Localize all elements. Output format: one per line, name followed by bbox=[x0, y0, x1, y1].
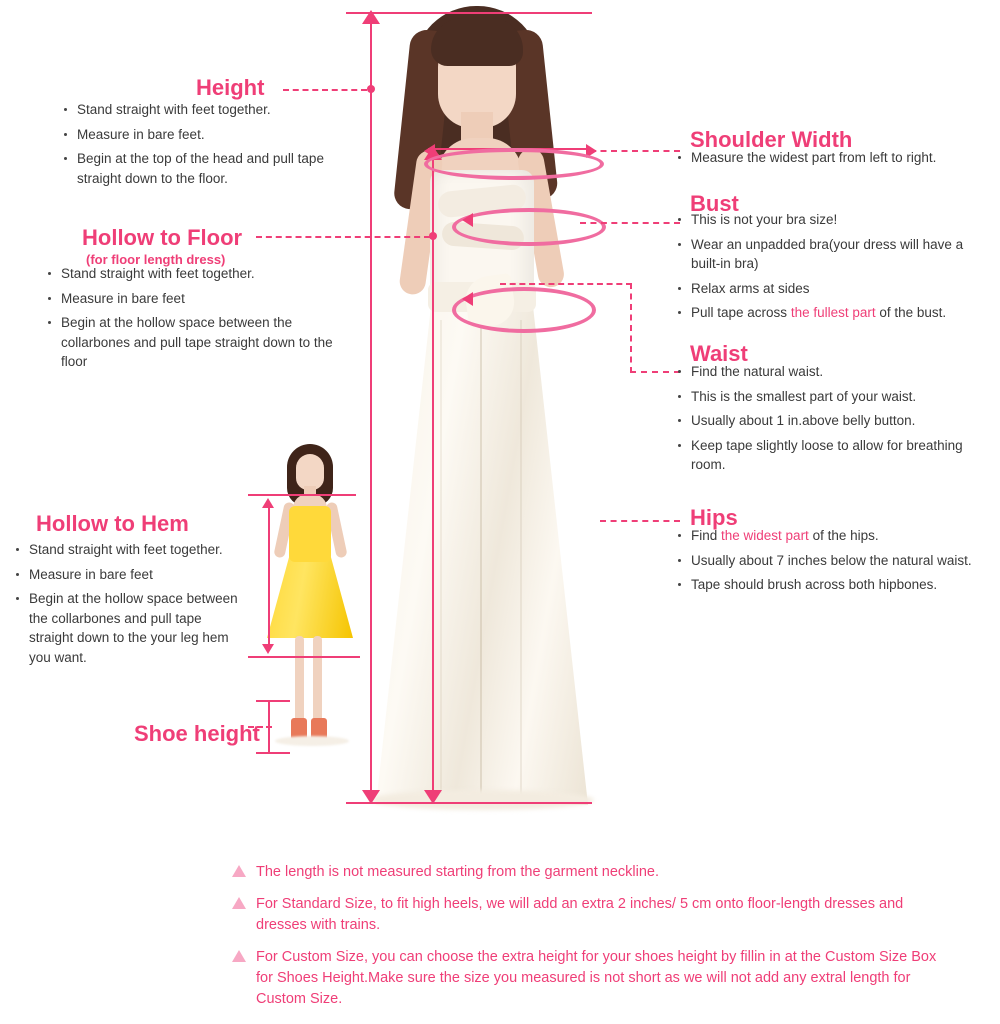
height-heading: Height bbox=[196, 75, 265, 100]
shoulder-width-bullets bbox=[676, 148, 996, 173]
list-item: Stand straight with feet together. bbox=[46, 264, 336, 284]
note-item bbox=[232, 862, 952, 883]
list-item: Usually about 1 in.above belly button. bbox=[676, 411, 996, 431]
small-face-shape bbox=[296, 454, 324, 490]
bust-bullets bbox=[676, 210, 996, 328]
hollow-to-hem-top-tick bbox=[248, 494, 356, 496]
height-leader-line bbox=[283, 89, 367, 91]
waist-tape-band bbox=[452, 287, 596, 333]
hollow-to-floor-arrow-down bbox=[424, 790, 442, 804]
small-right-leg-shape bbox=[313, 636, 322, 724]
bust-pull-highlight: the fullest part bbox=[790, 305, 876, 321]
hollow-to-hem-heading: Hollow to Hem bbox=[36, 511, 189, 536]
hollow-to-hem-bullets bbox=[14, 540, 246, 672]
footer-notes bbox=[232, 862, 952, 1021]
bust-leader-line bbox=[580, 222, 680, 224]
skirt-fold-line bbox=[520, 320, 522, 800]
list-item: Find the natural waist. bbox=[676, 362, 996, 382]
list-item: Measure in bare feet bbox=[14, 565, 246, 585]
shoe-height-bottom-tick bbox=[256, 752, 290, 754]
note-item bbox=[232, 947, 952, 1010]
bride-figure-illustration bbox=[330, 0, 630, 815]
yellow-bodice-shape bbox=[289, 506, 331, 562]
list-item: This is not your bra size! bbox=[676, 210, 996, 230]
hollow-to-floor-bullets bbox=[46, 264, 336, 377]
hollow-to-floor-subheading: (for floor length dress) bbox=[86, 252, 226, 268]
shoe-height-heading: Shoe height bbox=[134, 721, 260, 746]
hips-find-highlight: the widest part bbox=[721, 528, 809, 543]
height-arrow-down bbox=[362, 790, 380, 804]
small-left-leg-shape bbox=[295, 636, 304, 724]
shoulder-leader-line bbox=[590, 150, 680, 152]
yellow-skirt-shape bbox=[267, 556, 353, 638]
note-text: For Custom Size, you can choose the extra height for your shoes height by fillin in at the Custom Size Box for Shoes Height.Make sure the size you measured is not short as we will not add any extral length for Custom Size. bbox=[256, 949, 937, 1008]
note-text: The length is not measured starting from the garment neckline. bbox=[256, 864, 659, 880]
bust-heading: Bust bbox=[690, 191, 739, 216]
hips-heading: Hips bbox=[690, 505, 738, 530]
waist-leader-line-h2 bbox=[630, 371, 680, 373]
note-item bbox=[232, 894, 952, 936]
height-arrow-up bbox=[362, 10, 380, 24]
warning-triangle-icon bbox=[232, 897, 246, 909]
bust-arrow-left bbox=[462, 213, 473, 227]
list-item: Begin at the hollow space between the collarbones and pull tape straight down to the floor bbox=[46, 313, 336, 372]
list-item: Usually about 7 inches below the natural waist. bbox=[676, 551, 996, 571]
warning-triangle-icon bbox=[232, 865, 246, 877]
list-item: Measure in bare feet. bbox=[62, 125, 352, 145]
list-item: Wear an unpadded bra(your dress will have a built-in bra) bbox=[676, 235, 996, 274]
list-item: Stand straight with feet together. bbox=[62, 100, 352, 120]
hips-leader-line bbox=[600, 520, 680, 522]
hollow-to-hem-measure-line bbox=[268, 502, 270, 648]
hips-find-suffix: of the hips. bbox=[808, 528, 879, 543]
hips-bullets bbox=[676, 526, 996, 600]
waist-leader-line-h bbox=[500, 283, 632, 285]
bust-tape-band bbox=[452, 208, 606, 246]
waist-arrow-left bbox=[462, 292, 473, 306]
list-item: Tape should brush across both hipbones. bbox=[676, 575, 996, 595]
waist-bullets bbox=[676, 362, 996, 480]
height-top-tick bbox=[346, 12, 592, 14]
list-item: Keep tape slightly loose to allow for breathing room. bbox=[676, 436, 996, 475]
height-bottom-tick bbox=[346, 802, 592, 804]
hollow-to-floor-measure-line bbox=[432, 152, 434, 796]
floor-shadow bbox=[370, 790, 594, 810]
height-measure-line bbox=[370, 22, 372, 792]
shoulder-tape-band bbox=[424, 148, 604, 180]
list-item: Begin at the top of the head and pull tape straight down to the floor. bbox=[62, 149, 352, 188]
short-dress-figure-illustration bbox=[255, 440, 365, 760]
list-item: Stand straight with feet together. bbox=[14, 540, 246, 560]
warning-triangle-icon bbox=[232, 950, 246, 962]
shoulder-width-heading: Shoulder Width bbox=[690, 127, 853, 152]
waist-heading: Waist bbox=[690, 341, 748, 366]
hair-front-shape bbox=[431, 18, 523, 66]
hips-find-prefix: Find bbox=[691, 528, 722, 543]
hollow-to-floor-label-dot bbox=[429, 232, 437, 240]
bust-pull-prefix: Pull tape across bbox=[691, 305, 791, 321]
shoe-height-top-tick bbox=[256, 700, 290, 702]
list-item: This is the smallest part of your waist. bbox=[676, 387, 996, 407]
waist-leader-line-v bbox=[630, 283, 632, 373]
hollow-to-floor-heading: Hollow to Floor (for floor length dress) bbox=[82, 225, 243, 268]
bust-pull-suffix: of the bust. bbox=[875, 305, 947, 321]
gown-skirt-shape bbox=[376, 305, 588, 805]
hollow-to-hem-arrow-down bbox=[262, 644, 274, 654]
list-item bbox=[676, 526, 996, 546]
list-item bbox=[676, 303, 996, 323]
list-item: Relax arms at sides bbox=[676, 279, 996, 299]
hollow-to-floor-leader-line bbox=[256, 236, 430, 238]
list-item: Measure in bare feet bbox=[46, 289, 336, 309]
skirt-fold-line bbox=[440, 320, 442, 800]
skirt-fold-line bbox=[480, 320, 482, 800]
note-text: For Standard Size, to fit high heels, we will add an extra 2 inches/ 5 cm onto floor-length dresses and dresses with trains. bbox=[256, 896, 904, 934]
list-item: Measure the widest part from left to right. bbox=[676, 148, 996, 168]
height-label-dot bbox=[367, 85, 375, 93]
hollow-to-hem-arrow-up bbox=[262, 498, 274, 508]
height-bullets bbox=[62, 100, 352, 193]
hollow-to-hem-bottom-tick bbox=[248, 656, 360, 658]
small-floor-shadow bbox=[275, 736, 349, 746]
list-item: Begin at the hollow space between the collarbones and pull tape straight down to the your leg hem you want. bbox=[14, 589, 246, 667]
